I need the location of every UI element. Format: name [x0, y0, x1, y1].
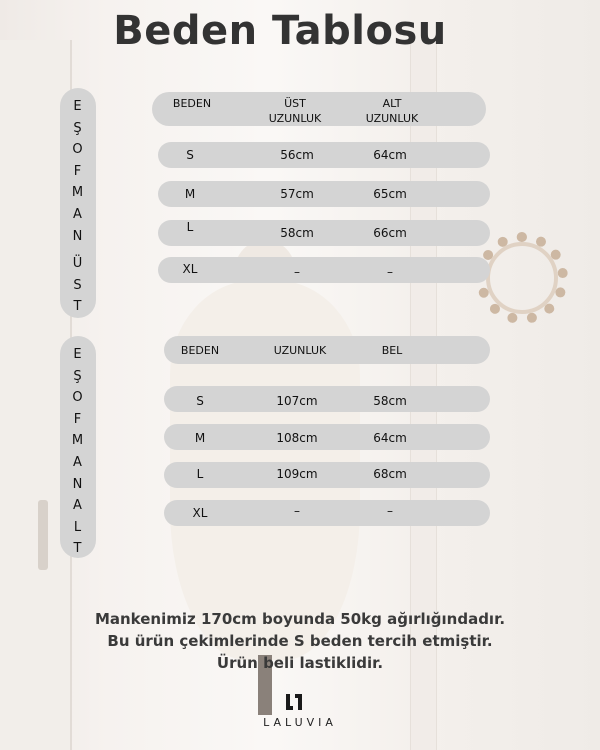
side-label-esofman-ust [60, 88, 96, 318]
caption-line: Ürün beli lastiklidir. [216, 654, 384, 672]
size-cell: L [196, 467, 204, 481]
header-beden: BEDEN [180, 344, 220, 357]
length-cell: 109cm [276, 467, 318, 481]
caption-line: Mankenimiz 170cm boyunda 50kg ağırlığındadır. [94, 610, 506, 628]
header-uzunluk: UZUNLUK [273, 344, 327, 357]
upper-length-cell: 56cm [280, 148, 314, 162]
lower-length-cell: 66cm [373, 226, 407, 240]
side-label-letter: N [72, 476, 84, 492]
lower-length-cell: 65cm [373, 187, 407, 201]
lower-length-cell: – [387, 265, 393, 279]
side-label-letter: T [73, 541, 83, 557]
length-cell: 108cm [276, 431, 318, 445]
size-cell: M [184, 187, 196, 201]
side-label-letter: F [73, 163, 83, 179]
side-label-letter: N [72, 228, 84, 244]
size-cell: M [194, 431, 206, 445]
length-cell: – [294, 504, 300, 518]
size-cell: S [186, 148, 194, 162]
side-label-letter: L [73, 519, 83, 535]
side-label-letter: M [71, 185, 85, 201]
header-beden: BEDEN [172, 97, 212, 110]
waist-cell: 58cm [373, 394, 407, 408]
waist-cell: 64cm [373, 431, 407, 445]
side-label-letter: O [72, 390, 84, 406]
upper-length-cell: 57cm [280, 187, 314, 201]
side-label-letter: A [73, 498, 83, 514]
length-cell: 107cm [276, 394, 318, 408]
side-label-letter: E [73, 99, 83, 114]
side-label-letter: T [73, 299, 83, 315]
waist-cell: 68cm [373, 467, 407, 481]
page-title: Beden Tablosu [113, 8, 447, 54]
size-cell: XL [182, 262, 198, 276]
model-info-caption [40, 608, 560, 674]
side-label-letter: Ş [73, 368, 83, 384]
side-label-letter: Ü [72, 256, 84, 272]
waist-cell: – [387, 504, 393, 518]
brand-name: LALUVIA [263, 716, 337, 729]
header-ust-uzunluk: ÜST UZUNLUK [268, 97, 322, 125]
side-label-letter: O [72, 142, 84, 158]
header-bel: BEL [381, 344, 403, 357]
side-label-letter: A [73, 206, 83, 222]
side-label-letter: M [71, 433, 85, 449]
side-label-letter: A [73, 454, 83, 470]
side-label-esofman-alt [60, 336, 96, 558]
size-cell: L [186, 220, 194, 234]
size-cell: S [196, 394, 204, 408]
brand-logo-icon [285, 693, 303, 711]
side-label-letter: F [73, 411, 83, 427]
upper-length-cell: – [294, 265, 300, 279]
side-label-letter: E [73, 347, 83, 362]
size-cell: XL [192, 506, 208, 520]
side-label-letter: S [73, 277, 83, 293]
side-label-letter: Ş [73, 120, 83, 136]
header-alt-uzunluk: ALT UZUNLUK [365, 97, 419, 125]
caption-line: Bu ürün çekimlerinde S beden tercih etmiştir. [107, 632, 493, 650]
lower-length-cell: 64cm [373, 148, 407, 162]
upper-length-cell: 58cm [280, 226, 314, 240]
door-handle [38, 500, 48, 570]
